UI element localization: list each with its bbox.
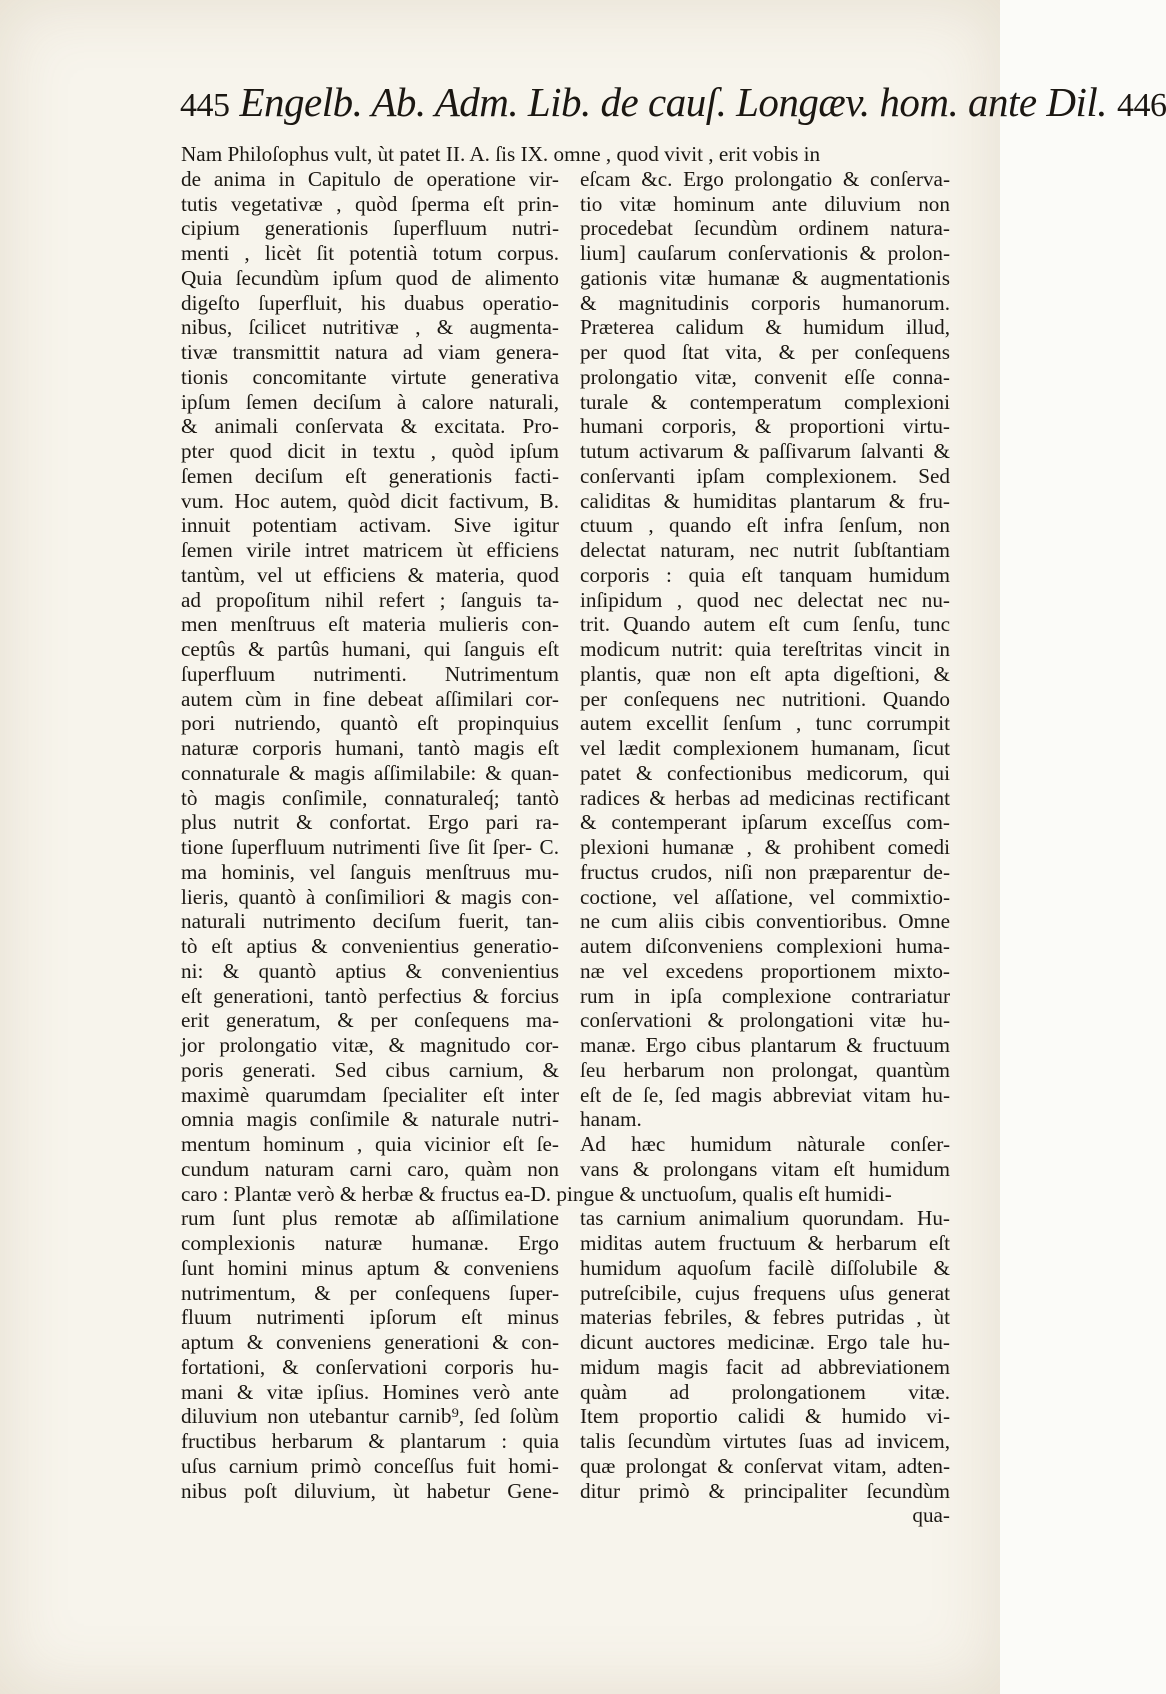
left-column-line: pori nutriendo, quantò eſt propinquius: [181, 711, 559, 736]
left-column-line: ſuperfluum nutrimenti. Nutrimentum: [181, 661, 559, 686]
page-number-right: 446: [1116, 87, 1166, 124]
left-column-line: erit generatum, & per conſequens ma-: [181, 1008, 559, 1033]
right-column-line: modicum nutrit: quia tereſtritas vincit in: [580, 637, 950, 661]
left-column-line: tione ſuperfluum nutrimenti ſive ſit ſper- C.: [181, 835, 559, 859]
right-column-line: & magnitudinis corporis humanorum.: [580, 290, 950, 315]
right-column-line: talis ſecundùm virtutes ſuas ad invicem,: [580, 1429, 950, 1453]
right-column-line: quàm ad prolongationem vitæ.: [580, 1379, 950, 1404]
running-header: [180, 78, 1166, 148]
left-column-line: fluum nutrimenti ipſorum eſt minus: [181, 1305, 559, 1330]
right-column-line: lium] cauſarum conſervationis & prolon-: [580, 241, 950, 265]
left-column-line: tutis vegetativæ , quòd ſperma eſt prin-: [181, 191, 559, 216]
left-column-line: tò magis conſimile, connaturaleq́; tantò: [181, 785, 559, 810]
right-column-line: næ vel excedens proportionem mixto-: [580, 958, 950, 983]
right-column-line: corporis : quia eſt tanquam humidum: [580, 562, 950, 587]
right-column-line: eſcam &c. Ergo prolongatio & conſerva-: [580, 166, 950, 191]
right-column-line: delectat naturam, nec nutrit ſubſtantiam: [580, 538, 950, 562]
left-column-line: & animali conſervata & excitata. Pro-: [181, 414, 559, 439]
left-column-line: tò eſt aptius & convenientius generatio-: [181, 934, 559, 958]
right-column-line: per quod ſtat vita, & per conſequens: [580, 340, 950, 364]
left-column-line: connaturale & magis aſſimilabile: & quan-: [181, 760, 559, 785]
left-column-line: men menſtruus eſt materia mulieris con-: [181, 612, 559, 637]
right-column-line: turale & contemperatum complexioni: [580, 389, 950, 414]
page-number-left: 445: [180, 87, 230, 124]
text-line: caro : Plantæ verò & herbæ & fructus ea-D. pingue & unctuoſum, qualis eſt humidi-: [181, 1181, 892, 1206]
right-column-line: tas carnium animalium quorundam. Hu-: [580, 1206, 950, 1231]
left-column-line: nibus poſt diluvium, ùt habetur Gene-: [181, 1478, 559, 1503]
left-column-line: complexionis naturæ humanæ. Ergo: [181, 1231, 559, 1255]
right-column-line: tutum activarum & paſſivarum ſalvanti &: [580, 439, 950, 463]
left-column-line: naturali nutrimento deciſum fuerit, tan-: [181, 909, 559, 934]
left-column-line: diluvium non utebantur carnib⁹, ſed ſolùm: [181, 1404, 559, 1429]
left-column-line: plus nutrit & confortat. Ergo pari ra-: [181, 810, 559, 835]
right-column-line: & contemperant ipſarum exceſſus com-: [580, 810, 950, 835]
right-column-line: plexioni humanæ , & prohibent comedi: [580, 835, 950, 859]
right-column-line: manæ. Ergo cibus plantarum & fructuum: [580, 1033, 950, 1057]
right-column-line: materias febriles, & febres putridas , ùt: [580, 1305, 950, 1330]
left-column-line: cundum naturam carni caro, quàm non: [181, 1156, 559, 1181]
right-column-line: autem diſconveniens complexioni huma-: [580, 934, 950, 958]
left-column-line: eſt generationi, tantò perfectius & forcius: [181, 983, 559, 1008]
left-column-line: rum ſunt plus remotæ ab aſſimilatione: [181, 1206, 559, 1231]
left-column-line: ma hominis, vel ſanguis menſtruus mu-: [181, 859, 559, 884]
right-column-line: humidum aquoſum facilè diſſolubile &: [580, 1255, 950, 1280]
left-column-line: menti , licèt ſit potentià totum corpus.: [181, 241, 559, 265]
left-column-line: ceptûs & partûs humani, qui ſanguis eſt: [181, 637, 559, 661]
left-column-line: mani & vitæ ipſius. Homines verò ante: [181, 1379, 559, 1404]
right-column-line: inſipidum , quod nec delectat nec nu-: [580, 587, 950, 612]
right-column-line: humani corporis, & proportioni virtu-: [580, 414, 950, 439]
left-column-line: Quia ſecundùm ipſum quod de alimento: [181, 265, 559, 290]
left-column-line: ſemen deciſum eſt generationis facti-: [181, 463, 559, 488]
left-column-line: vum. Hoc autem, quòd dicit factivum, B.: [181, 488, 559, 513]
left-column-line: cipium generationis ſuperfluum nutri-: [181, 216, 559, 241]
right-column-line: plantis, quæ non eſt apta digeſtioni, &: [580, 661, 950, 686]
left-column-line: fructibus herbarum & plantarum : quia: [181, 1429, 559, 1453]
right-column-line: procedebat ſecundùm ordinem natura-: [580, 216, 950, 241]
left-column-line: nutrimentum, & per conſequens ſuper-: [181, 1280, 559, 1305]
right-column-line: patet & confectionibus medicorum, qui: [580, 760, 950, 785]
right-column-line: conſervationi & prolongationi vitæ hu-: [580, 1008, 950, 1033]
left-column-line: naturæ corporis humani, tantò magis eſt: [181, 736, 559, 760]
right-column-line: per conſequens nec nutritioni. Quando: [580, 686, 950, 711]
right-column-line: eſt de ſe, ſed magis abbreviat vitam hu-: [580, 1082, 950, 1107]
right-column-line: Præterea calidum & humidum illud,: [580, 315, 950, 340]
right-column-line: caliditas & humiditas plantarum & fru-: [580, 488, 950, 513]
left-column-line: ni: & quantò aptius & convenientius: [181, 958, 559, 983]
left-column-line: mentum hominum , quia vicinior eſt ſe-: [181, 1132, 559, 1156]
left-column-line: nibus, ſcilicet nutritivæ , & augmenta-: [181, 315, 559, 340]
right-column-line: conſervanti ipſam complexionem. Sed: [580, 463, 950, 488]
right-column-line: putreſcibile, cujus frequens uſus generat: [580, 1280, 950, 1305]
left-column-line: uſus carnium primò conceſſus fuit homi-: [181, 1453, 559, 1478]
left-column-line: autem cùm in fine debeat aſſimilari cor-: [181, 686, 559, 711]
left-column-line: aptum & conveniens generationi & con-: [181, 1330, 559, 1354]
right-column-line: quæ prolongat & conſervat vitam, adten-: [580, 1453, 950, 1478]
right-column-line: ditur primò & principaliter ſecundùm: [580, 1478, 950, 1503]
right-column-line: fructus crudos, niſi non præparentur de-: [580, 859, 950, 884]
left-column-line: maximè quarumdam ſpecialiter eſt inter: [181, 1082, 559, 1107]
right-column-line: tio vitæ hominum ante diluvium non: [580, 191, 950, 216]
left-column-line: ad propoſitum nihil refert ; ſanguis ta-: [181, 587, 559, 612]
left-column-line: omnia magis conſimile & naturale nutri-: [181, 1107, 559, 1132]
left-column-line: tantùm, vel ut efficiens & materia, quod: [181, 562, 559, 587]
left-column-line: de anima in Capitulo de operatione vir-: [181, 166, 559, 191]
left-column-line: ſemen virile intret matricem ùt efficiens: [181, 538, 559, 562]
left-column-line: innuit potentiam activam. Sive igitur: [181, 513, 559, 538]
running-title: Engelb. Ab. Adm. Lib. de cauſ. Longæv. hom. ante Dil.: [239, 79, 1107, 125]
right-column-line: midum magis facit ad abbreviationem: [580, 1354, 950, 1379]
right-column-line: vans & prolongans vitam eſt humidum: [580, 1156, 950, 1181]
right-column-line: ctuum , quando eſt infra ſenſum, non: [580, 513, 950, 538]
right-column-line: gationis vitæ humanæ & augmentationis: [580, 265, 950, 290]
left-column-line: ſunt homini minus aptum & conveniens: [181, 1255, 559, 1280]
left-column-line: poris generati. Sed cibus carnium, &: [181, 1057, 559, 1082]
left-column-line: pter quod dicit in textu , quòd ipſum: [181, 439, 559, 463]
right-column-line: coctione, vel aſſatione, vel commixtio-: [580, 884, 950, 909]
left-column-line: fortationi, & conſervationi corporis hu-: [181, 1354, 559, 1379]
left-column-line: lieris, quantò à conſimiliori & magis con-: [181, 884, 559, 909]
left-column-line: digeſto ſuperfluit, his duabus operatio-: [181, 290, 559, 315]
left-column-line: tionis concomitante virtute generativa: [181, 364, 559, 389]
right-column-line: vel lædit complexionem humanam, ſicut: [580, 736, 950, 760]
right-column-line: ſeu herbarum non prolongat, quantùm: [580, 1057, 950, 1082]
right-column-line: rum in ipſa complexione contrariatur: [580, 983, 950, 1008]
right-column-line: Item proportio calidi & humido vi-: [580, 1404, 950, 1429]
left-column-line: tivæ transmittit natura ad viam genera-: [181, 340, 559, 364]
right-column-line: dicunt auctores medicinæ. Ergo tale hu-: [580, 1330, 950, 1354]
right-column-line: hanam.: [580, 1107, 642, 1132]
left-column-line: ipſum ſemen deciſum à calore naturali,: [181, 389, 559, 414]
right-column-line: miditas autem fructuum & herbarum eſt: [580, 1231, 950, 1255]
right-column-line: Ad hæc humidum nàturale conſer-: [580, 1132, 950, 1156]
right-column-line: prolongatio vitæ, convenit eſſe conna-: [580, 364, 950, 389]
left-column-line: jor prolongatio vitæ, & magnitudo cor-: [181, 1033, 559, 1057]
right-column-line: ne cum aliis cibis conventioribus. Omne: [580, 909, 950, 934]
right-column-line: trit. Quando autem eſt cum ſenſu, tunc: [580, 612, 950, 637]
catchword: qua-: [912, 1503, 950, 1528]
right-column-line: radices & herbas ad medicinas rectificant: [580, 785, 950, 810]
right-column-line: autem excellit ſenſum , tunc corrumpit: [580, 711, 950, 736]
text-line: Nam Philoſophus vult, ùt patet II. A. ſis IX. omne , quod vivit , erit vobis in: [181, 142, 821, 166]
